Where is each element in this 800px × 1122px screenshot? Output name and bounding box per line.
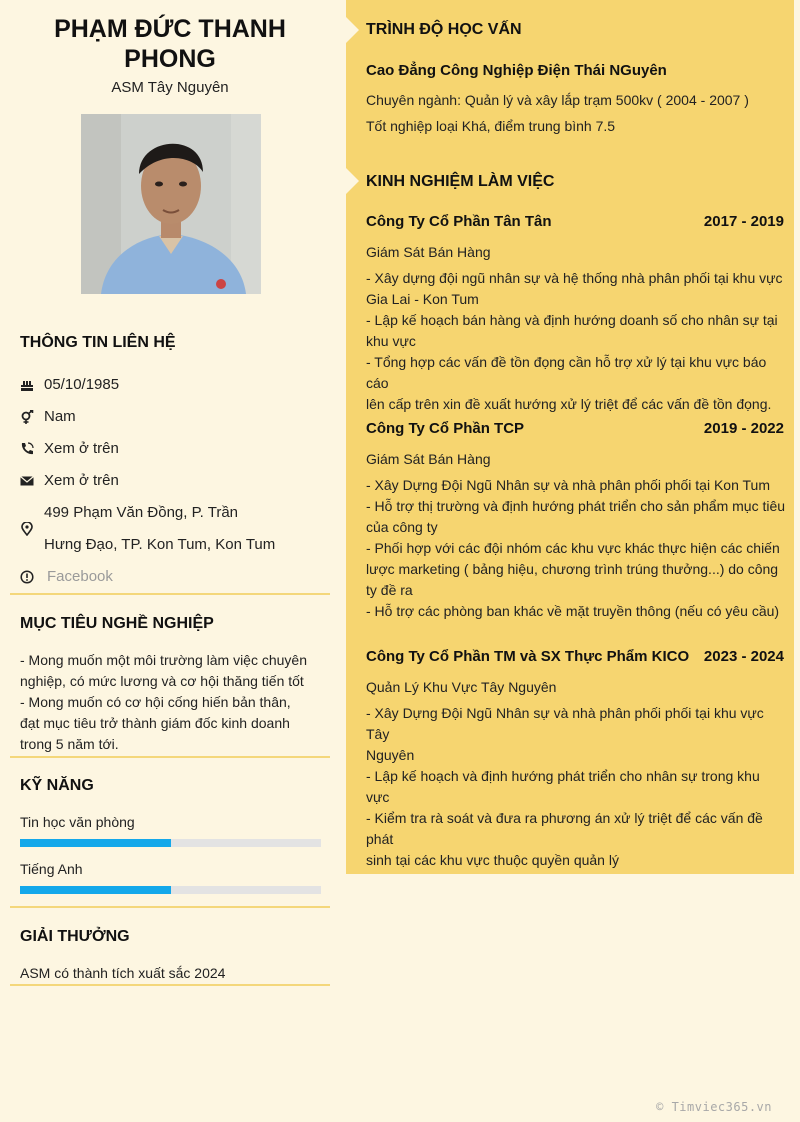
- job-line: - Phối hợp với các đội nhóm các khu vực khác thực hiện các chiến: [366, 540, 780, 556]
- job-company: Công Ty Cổ Phần TM và SX Thực Phẩm KICO: [366, 648, 690, 665]
- job-line: sinh tại các khu vực thuộc quyền quản lý: [366, 852, 619, 868]
- objective-line: - Mong muốn một môi trường làm việc chuyên: [20, 652, 307, 668]
- experience-heading: KINH NGHIỆM LÀM VIỆC: [366, 173, 555, 190]
- job-line: - Lập kế hoạch bán hàng và định hướng doanh số cho nhân sự tại: [366, 312, 778, 328]
- objective-heading: MỤC TIÊU NGHỀ NGHIỆP: [20, 615, 214, 632]
- award-item: ASM có thành tích xuất sắc 2024: [20, 965, 226, 981]
- job-position: Giám Sát Bán Hàng: [366, 244, 491, 260]
- contact-phone: [20, 440, 330, 457]
- location-pin-icon: [20, 522, 34, 536]
- job-description: [366, 268, 786, 415]
- job-line: lên cấp trên xin đề xuất hướng xử lý triệt để các vấn đề tồn đọng.: [366, 396, 772, 412]
- job-line: - Kiểm tra rà soát và đưa ra phương án xử lý triệt để các vấn đề phát: [366, 810, 763, 847]
- objective-line: trong 5 năm tới.: [20, 736, 119, 752]
- contact-facebook: [20, 568, 330, 585]
- skill-bar: [20, 839, 321, 847]
- email-value[interactable]: Xem ở trên: [44, 472, 119, 489]
- objective-line: - Mong muốn có cơ hội cống hiến bản thân,: [20, 694, 291, 710]
- objective-line: đạt mục tiêu trở thành giám đốc kinh doanh: [20, 715, 290, 731]
- job-line: của công ty: [366, 519, 438, 535]
- address-line-2: Hưng Đạo, TP. Kon Tum, Kon Tum: [44, 536, 276, 553]
- candidate-title: ASM Tây Nguyên: [111, 79, 229, 96]
- awards-heading: GIẢI THƯỞNG: [20, 928, 130, 945]
- birthday-value: 05/10/1985: [44, 376, 120, 393]
- job-line: - Hỗ trợ các phòng ban khác về mặt truyền thông (nếu có yêu cầu): [366, 603, 780, 619]
- job-company: Công Ty Cổ Phần TCP: [366, 420, 525, 437]
- job-line: - Lập kế hoạch và định hướng phát triển cho nhân sự trong khu vực: [366, 768, 760, 805]
- education-result: Tốt nghiệp loại Khá, điểm trung bình 7.5: [366, 118, 616, 134]
- skill-bar-fill: [20, 886, 171, 894]
- phone-icon: [20, 442, 34, 456]
- job-line: - Xây dựng đội ngũ nhân sự và hệ thống nhà phân phối tại khu vực: [366, 270, 783, 286]
- job-description: [366, 475, 786, 622]
- contact-heading: THÔNG TIN LIÊN HỆ: [20, 334, 176, 351]
- divider: [10, 756, 330, 758]
- skill-name: Tiếng Anh: [20, 861, 83, 877]
- right-panel: [346, 0, 794, 874]
- job-line: ty đề ra: [366, 582, 413, 598]
- info-circle-icon: [20, 570, 34, 584]
- education-major: Chuyên ngành: Quản lý và xây lắp trạm 500kv ( 2004 - 2007 ): [366, 92, 749, 108]
- skills-heading: KỸ NĂNG: [20, 777, 94, 794]
- divider: [10, 593, 330, 595]
- job-years: 2017 - 2019: [703, 213, 784, 230]
- address-line-1: 499 Phạm Văn Đồng, P. Trần: [44, 504, 239, 521]
- objective-text: [20, 650, 320, 755]
- skill-name: Tin học văn phòng: [20, 814, 135, 830]
- facebook-link[interactable]: Facebook: [47, 568, 113, 585]
- skill-bar-fill: [20, 839, 171, 847]
- job-years: 2019 - 2022: [703, 420, 784, 437]
- left-column: [0, 0, 340, 1122]
- objective-line: nghiệp, có mức lương và cơ hội thăng tiến tốt: [20, 673, 304, 689]
- section-marker: [345, 16, 359, 44]
- job-description: [366, 703, 786, 871]
- contact-address: [44, 497, 324, 561]
- phone-value[interactable]: Xem ở trên: [44, 440, 119, 457]
- job-position: Giám Sát Bán Hàng: [366, 451, 491, 467]
- candidate-name: PHẠM ĐỨC THANH PHONG: [54, 15, 286, 73]
- cake-icon: [20, 378, 34, 392]
- envelope-icon: [20, 474, 34, 488]
- job-years: 2023 - 2024: [703, 648, 784, 665]
- job-line: - Xây Dựng Đội Ngũ Nhân sự và nhà phân phối phối tại Kon Tum: [366, 477, 770, 493]
- divider: [10, 984, 330, 986]
- job-line: - Hỗ trợ thị trường và định hướng phát triển cho sản phẩm mục tiêu: [366, 498, 786, 514]
- contact-gender: [20, 408, 330, 425]
- job-line: Nguyên: [366, 747, 415, 763]
- skill-bar: [20, 886, 321, 894]
- education-school: Cao Đẳng Công Nghiệp Điện Thái NGuyên: [366, 62, 667, 79]
- profile-photo-image: [81, 114, 261, 294]
- job-line: lược marketing ( bảng hiệu, chương trình trúng thưởng...) do công: [366, 561, 779, 577]
- profile-photo: [81, 114, 261, 294]
- gender-icon: [20, 410, 34, 424]
- section-marker: [345, 167, 359, 195]
- job-line: - Tổng hợp các vấn đề tồn đọng cần hỗ trợ xử lý tại khu vực báo cáo: [366, 354, 767, 391]
- contact-birthday: [20, 376, 330, 393]
- job-line: khu vực: [366, 333, 416, 349]
- divider: [10, 906, 330, 908]
- footer-watermark: © Timviec365.vn: [656, 1100, 772, 1114]
- job-line: - Xây Dựng Đội Ngũ Nhân sự và nhà phân phối phối tại khu vực Tây: [366, 705, 764, 742]
- job-line: Gia Lai - Kon Tum: [366, 291, 479, 307]
- job-company: Công Ty Cổ Phần Tân Tân: [366, 213, 552, 230]
- contact-email: [20, 472, 330, 489]
- gender-value: Nam: [44, 408, 76, 425]
- job-position: Quản Lý Khu Vực Tây Nguyên: [366, 679, 557, 695]
- education-heading: TRÌNH ĐỘ HỌC VẤN: [366, 21, 522, 38]
